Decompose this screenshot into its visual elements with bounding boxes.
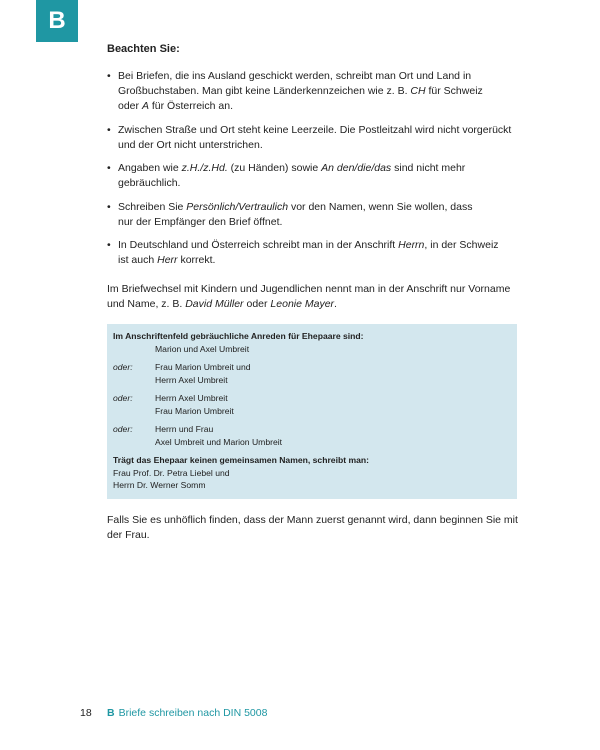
info-box-line: Herrn und Frau [155, 424, 214, 434]
info-box-heading-2: Trägt das Ehepaar keinen gemeinsamen Namen, schreibt man: [113, 455, 369, 465]
info-box-row-lines [155, 423, 282, 448]
info-box-row-lines [155, 361, 251, 386]
info-box-row [113, 423, 511, 448]
info-box [107, 324, 517, 499]
info-box-row-label: oder: [113, 362, 133, 372]
info-box-row-lines [155, 392, 234, 417]
bullet-list [107, 69, 527, 268]
info-box-row-lines [155, 343, 249, 356]
bullet-item [107, 123, 527, 153]
emphasis: David Müller [185, 298, 244, 310]
paragraph-line: Falls Sie es unhöflich finden, dass der Mann zuerst genannt wird, dann beginnen Sie mit [107, 513, 518, 526]
info-box-row-label: oder: [113, 424, 133, 434]
info-box-row [113, 392, 511, 417]
bullet-item [107, 200, 527, 230]
bullet-line: Großbuchstaben. Man gibt keine Länderkennzeichen wie z. B. CH für Schweiz [118, 85, 483, 97]
bullet-line: • Bei Briefen, die ins Ausland geschickt werden, schreibt man Ort und Land in [118, 70, 472, 82]
paragraph-line: und Name, z. B. David Müller oder Leonie Mayer. [107, 298, 337, 310]
footer-title: Briefe schreiben nach DIN 5008 [118, 707, 268, 719]
page-content [107, 42, 527, 543]
emphasis: An den/die/das [321, 162, 392, 174]
info-box-line: Herrn Axel Umbreit [155, 393, 228, 403]
info-box-line: Herrn Dr. Werner Somm [113, 480, 206, 490]
bullet-line: und der Ort nicht unterstrichen. [118, 138, 263, 151]
info-box-line: Axel Umbreit und Marion Umbreit [155, 436, 283, 447]
emphasis: Persönlich/Vertraulich [186, 200, 289, 213]
paragraph-line: Im Briefwechsel mit Kindern und Jugendlichen nennt man in der Anschrift nur Vorname [107, 283, 511, 295]
paragraph-line: der Frau. [107, 528, 150, 541]
footer-section-letter: B [107, 707, 115, 719]
bullet-item [107, 69, 527, 114]
page-number: 18 [80, 707, 92, 719]
info-box-separate-names [113, 467, 511, 492]
info-box-row [113, 361, 511, 386]
info-box-line: Marion und Axel Umbreit [155, 343, 250, 354]
section-letter: B [48, 7, 66, 34]
notice-heading: Beachten Sie: [107, 43, 180, 55]
info-box-line: Frau Marion Umbreit und [155, 362, 251, 372]
paragraph-order [107, 513, 527, 543]
info-box-rows [113, 343, 511, 449]
info-box-line: Frau Prof. Dr. Petra Liebel und [113, 467, 230, 478]
info-box-heading: Im Anschriftenfeld gebräuchliche Anreden für Ehepaare sind: [113, 331, 364, 341]
info-box-row-label [113, 343, 155, 356]
page-footer [80, 706, 267, 720]
info-box-row [113, 343, 511, 356]
emphasis: Leonie Mayer [270, 298, 335, 310]
paragraph-children [107, 282, 527, 312]
info-box-line: Herrn Axel Umbreit [155, 374, 228, 385]
bullet-item [107, 161, 527, 191]
emphasis: Herrn [398, 239, 425, 251]
bullet-line: • Angaben wie z.H./z.Hd. (zu Händen) sowie An den/die/das sind nicht mehr [118, 162, 466, 174]
bullet-line: • In Deutschland und Österreich schreibt man in der Anschrift Herrn, in der Schweiz [118, 239, 499, 251]
bullet-line: oder A für Österreich an. [118, 100, 233, 112]
bullet-item [107, 238, 527, 268]
info-box-line: Frau Marion Umbreit [155, 405, 234, 416]
section-tab [36, 0, 78, 42]
bullet-line: gebräuchlich. [118, 177, 181, 189]
emphasis: Herr [157, 254, 178, 266]
emphasis: A [141, 100, 149, 112]
emphasis: z.H./z.Hd. [181, 162, 228, 174]
bullet-line: • Schreiben Sie Persönlich/Vertraulich vor den Namen, wenn Sie wollen, dass [118, 200, 473, 213]
bullet-line: nur der Empfänger den Brief öffnet. [118, 215, 283, 228]
info-box-row-label: oder: [113, 393, 133, 403]
bullet-line: ist auch Herr korrekt. [118, 254, 216, 266]
emphasis: CH [410, 85, 426, 97]
bullet-line: • Zwischen Straße und Ort steht keine Leerzeile. Die Postleitzahl wird nicht vorgerückt [118, 123, 512, 136]
